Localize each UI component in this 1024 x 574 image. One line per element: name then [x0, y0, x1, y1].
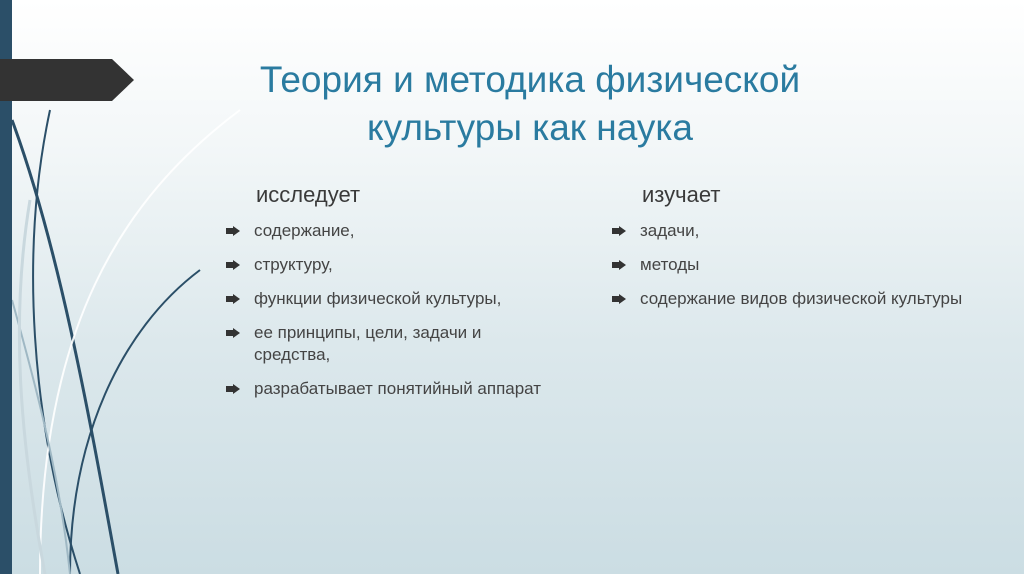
list-item-text: содержание,: [254, 221, 355, 240]
list-item-text: методы: [640, 255, 700, 274]
arrow-bullet-icon: [226, 384, 240, 394]
arrow-bullet-icon: [612, 260, 626, 270]
list-item-text: структуру,: [254, 255, 333, 274]
list-item-text: ее принципы, цели, задачи и средства,: [254, 323, 482, 364]
left-column: [226, 180, 556, 412]
title-tab-marker: [0, 59, 134, 101]
slide-title: Теория и методика физической культуры как наука: [259, 59, 801, 148]
right-column-heading: изучает: [642, 182, 721, 207]
right-column-list: [612, 220, 972, 310]
left-column-heading: исследует: [256, 182, 361, 207]
list-item: [226, 378, 556, 400]
arrow-bullet-icon: [612, 294, 626, 304]
list-item: [612, 220, 972, 242]
arrow-bullet-icon: [226, 226, 240, 236]
arrow-bullet-icon: [612, 226, 626, 236]
right-column: [612, 180, 972, 322]
list-item: [612, 288, 972, 310]
list-item-text: функции физической культуры,: [254, 289, 502, 308]
list-item-text: разрабатывает понятийный аппарат: [254, 379, 542, 398]
arrow-bullet-icon: [226, 294, 240, 304]
list-item: [226, 254, 556, 276]
list-item-text: содержание видов физической культуры: [640, 289, 963, 308]
arrow-bullet-icon: [226, 328, 240, 338]
left-column-list: [226, 220, 556, 400]
list-item: [226, 288, 556, 310]
list-item: [226, 322, 556, 366]
arrow-bullet-icon: [226, 260, 240, 270]
list-item: [226, 220, 556, 242]
list-item-text: задачи,: [640, 221, 700, 240]
list-item: [612, 254, 972, 276]
